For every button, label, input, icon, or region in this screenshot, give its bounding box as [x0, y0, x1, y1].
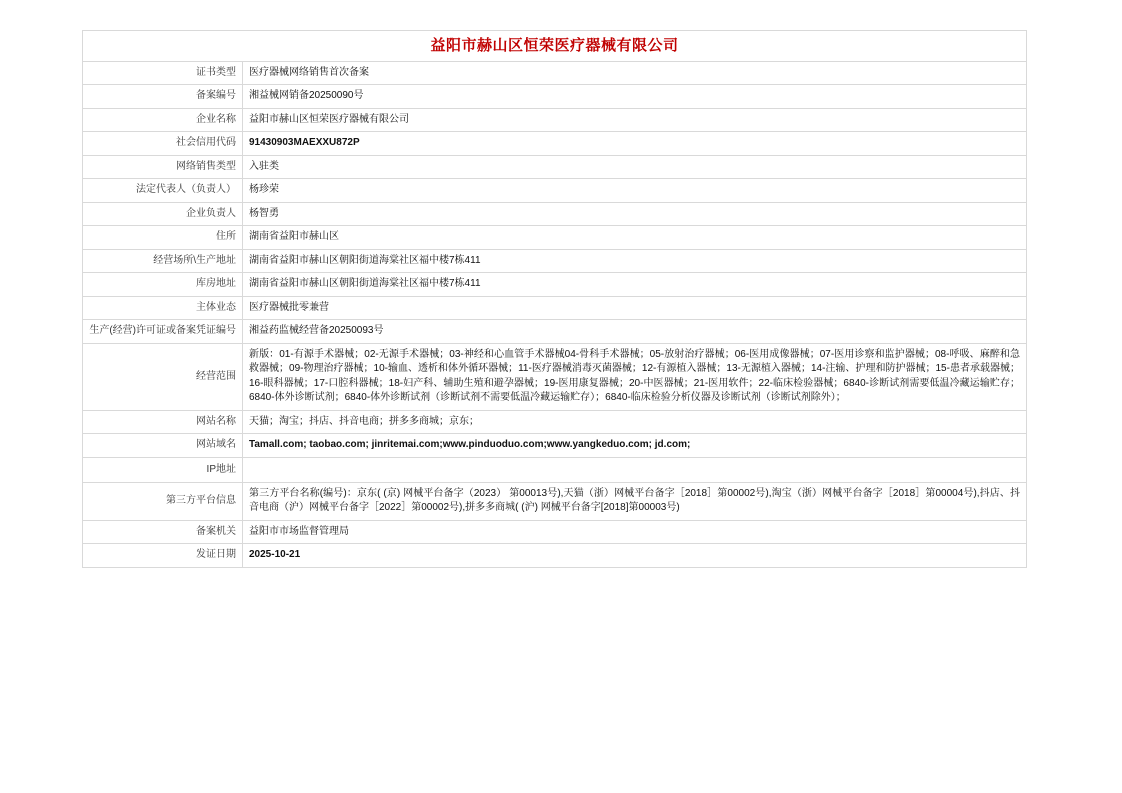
- row-label: 社会信用代码: [83, 132, 243, 156]
- row-label: 企业负责人: [83, 202, 243, 226]
- page-title-cell: [83, 31, 1027, 62]
- table-row: [83, 296, 1027, 320]
- row-label: 备案编号: [83, 85, 243, 109]
- table-row: [83, 179, 1027, 203]
- row-label: 发证日期: [83, 544, 243, 568]
- row-label: 网络销售类型: [83, 155, 243, 179]
- row-label: 备案机关: [83, 520, 243, 544]
- row-value: 新版：01-有源手术器械；02-无源手术器械；03-神经和心血管手术器械04-骨科手术器械；05-放射治疗器械；06-医用成像器械；07-医用诊察和监护器械；08-呼吸、麻醉和急救器械；09-物理治疗器械；10-输血、透析和体外循环器械；11-医疗器械消毒灭菌器械；12-有源植入器械；13-无源植入器械；14-注输、护理和防护器械；15-患者承载器械；16-眼科器械；17-口腔科器械；18-妇产科、辅助生殖和避孕器械；19-医用康复器械；20-中医器械；21-医用软件；22-临床检验器械；6840-诊断试剂需要低温冷藏运输贮存；6840-体外诊断试剂；6840-体外诊断试剂（诊断试剂不需要低温冷藏运输贮存）；6840-临床检验分析仪器及诊断试剂（诊断试剂除外）；: [243, 343, 1027, 410]
- table-row: [83, 132, 1027, 156]
- row-value: 天猫；淘宝；抖店、抖音电商；拼多多商城；京东；: [243, 410, 1027, 434]
- row-value: 杨智勇: [243, 202, 1027, 226]
- row-value: 湘益械网销备20250090号: [243, 85, 1027, 109]
- table-row: [83, 544, 1027, 568]
- table-row: [83, 61, 1027, 85]
- row-value: [243, 457, 1027, 482]
- table-row-business-scope: [83, 343, 1027, 410]
- row-value: 医疗器械批零兼营: [243, 296, 1027, 320]
- table-row: [83, 320, 1027, 344]
- row-value: 医疗器械网络销售首次备案: [243, 61, 1027, 85]
- page-title: 益阳市赫山区恒荣医疗器械有限公司: [430, 37, 679, 54]
- record-table-body: [83, 31, 1027, 568]
- table-row: [83, 434, 1027, 458]
- table-row: [83, 249, 1027, 273]
- table-row: [83, 410, 1027, 434]
- row-value: 2025-10-21: [243, 544, 1027, 568]
- table-row: [83, 155, 1027, 179]
- row-label: 经营范围: [83, 343, 243, 410]
- row-label: 第三方平台信息: [83, 482, 243, 520]
- row-value: 第三方平台名称(编号)：京东( (京) 网械平台备字（2023） 第00013号),天猫（浙）网械平台备字［2018］第00002号),淘宝（浙）网械平台备字［2018］第00004号),抖店、抖音电商（沪）网械平台备字［2022］第00002号),拼多多商城( (沪) 网械平台备字[2018]第00003号): [243, 482, 1027, 520]
- table-row: [83, 202, 1027, 226]
- row-label: 库房地址: [83, 273, 243, 297]
- table-row-platform-info: [83, 482, 1027, 520]
- table-row: [83, 226, 1027, 250]
- row-label: 企业名称: [83, 108, 243, 132]
- title-row: [83, 31, 1027, 62]
- row-value: 杨珍荣: [243, 179, 1027, 203]
- row-label: 网站域名: [83, 434, 243, 458]
- row-value: 入驻类: [243, 155, 1027, 179]
- row-value: Tamall.com; taobao.com; jinritemai.com;www.pinduoduo.com;www.yangkeduo.com; jd.com;: [243, 434, 1027, 458]
- row-label: 网站名称: [83, 410, 243, 434]
- row-value: 湖南省益阳市赫山区朝阳街道海棠社区福中楼7栋411: [243, 273, 1027, 297]
- row-label: 法定代表人（负责人）: [83, 179, 243, 203]
- row-value: 湖南省益阳市赫山区朝阳街道海棠社区福中楼7栋411: [243, 249, 1027, 273]
- table-row: [83, 457, 1027, 482]
- row-value: 91430903MAEXXU872P: [243, 132, 1027, 156]
- record-table: [82, 30, 1027, 568]
- table-row: [83, 85, 1027, 109]
- table-row: [83, 520, 1027, 544]
- row-value: 湖南省益阳市赫山区: [243, 226, 1027, 250]
- row-label: 住所: [83, 226, 243, 250]
- row-label: 证书类型: [83, 61, 243, 85]
- row-label: IP地址: [83, 457, 243, 482]
- row-value: 湘益药监械经营备20250093号: [243, 320, 1027, 344]
- row-label: 主体业态: [83, 296, 243, 320]
- row-label: 经营场所\生产地址: [83, 249, 243, 273]
- table-row: [83, 273, 1027, 297]
- table-row: [83, 108, 1027, 132]
- row-value: 益阳市赫山区恒荣医疗器械有限公司: [243, 108, 1027, 132]
- row-label: 生产(经营)许可证或备案凭证编号: [83, 320, 243, 344]
- row-value: 益阳市市场监督管理局: [243, 520, 1027, 544]
